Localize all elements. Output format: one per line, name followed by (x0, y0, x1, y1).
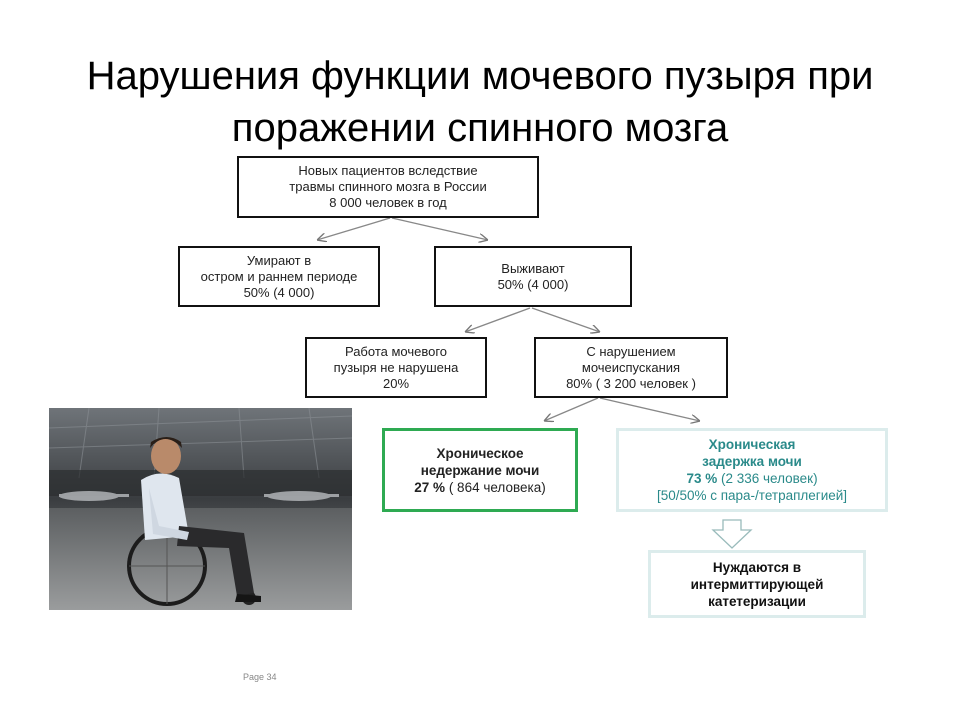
box-disorder-line-1: С нарушением (586, 343, 676, 359)
title-line-2: поражении спинного мозга (231, 106, 729, 150)
box-retention (616, 428, 888, 512)
box-catheterization-line-3: катетеризации (708, 593, 806, 609)
box-new-patients (237, 156, 539, 218)
box-incontinence-line-2: недержание мочи (420, 462, 540, 478)
box-die (178, 246, 380, 307)
incontinence-percent: 27 % (414, 479, 446, 495)
arrow-disorder-retention (600, 398, 700, 421)
arrow-root-die (317, 218, 390, 240)
incontinence-count: ( 864 человека) (445, 479, 546, 495)
box-new-patients-line-1: Новых пациентов вследствие (298, 163, 478, 178)
retention-count: (2 336 человек) (717, 471, 818, 486)
box-catheterization-line-2: интермиттирующей (690, 576, 824, 592)
retention-percent: 73 % (686, 471, 718, 486)
box-disorder (534, 337, 728, 398)
box-bladder-ok-line-2: пузыря не нарушена (333, 359, 459, 375)
arrow-retention-catheter (713, 520, 751, 548)
box-incontinence-line-1: Хроническое (436, 445, 524, 461)
box-die-line-1: Умирают в (246, 252, 312, 268)
box-incontinence (382, 428, 578, 512)
box-retention-line-1: Хроническая (708, 437, 796, 452)
box-survive-line-2: 50% (4 000) (497, 276, 569, 292)
box-disorder-line-3: 80% ( 3 200 человек ) (566, 375, 696, 391)
box-bladder-ok-line-3: 20% (382, 375, 410, 391)
box-bladder-ok-line-1: Работа мочевого (344, 343, 448, 359)
box-new-patients-line-3: 8 000 человек в год (329, 195, 447, 210)
box-catheterization (648, 550, 866, 618)
box-survive-line-1: Выживают (501, 260, 565, 276)
box-incontinence-line-3 (414, 479, 545, 496)
box-retention-line-4: [50/50% с пара-/тетраплегией] (656, 488, 848, 503)
wheelchair-user-photo (49, 408, 352, 610)
arrow-survive-bladder-ok (465, 308, 530, 332)
arrow-disorder-incontinence (544, 398, 598, 421)
box-bladder-ok (305, 337, 487, 398)
page-number: Page 34 (243, 672, 277, 682)
arrow-survive-disorder (532, 308, 600, 332)
box-survive (434, 246, 632, 307)
box-die-line-3: 50% (4 000) (243, 284, 315, 300)
box-die-line-2: остром и раннем периоде (200, 268, 358, 284)
box-disorder-line-2: мочеиспускания (581, 359, 681, 375)
box-retention-line-3 (686, 470, 817, 487)
arrow-root-survive (392, 218, 488, 240)
box-new-patients-line-2: травмы спинного мозга в России (289, 179, 487, 194)
title-line-1: Нарушения функции мочевого пузыря при (86, 54, 874, 98)
box-catheterization-line-1: Нуждаются в (712, 559, 802, 575)
box-retention-line-2: задержка мочи (702, 454, 802, 469)
